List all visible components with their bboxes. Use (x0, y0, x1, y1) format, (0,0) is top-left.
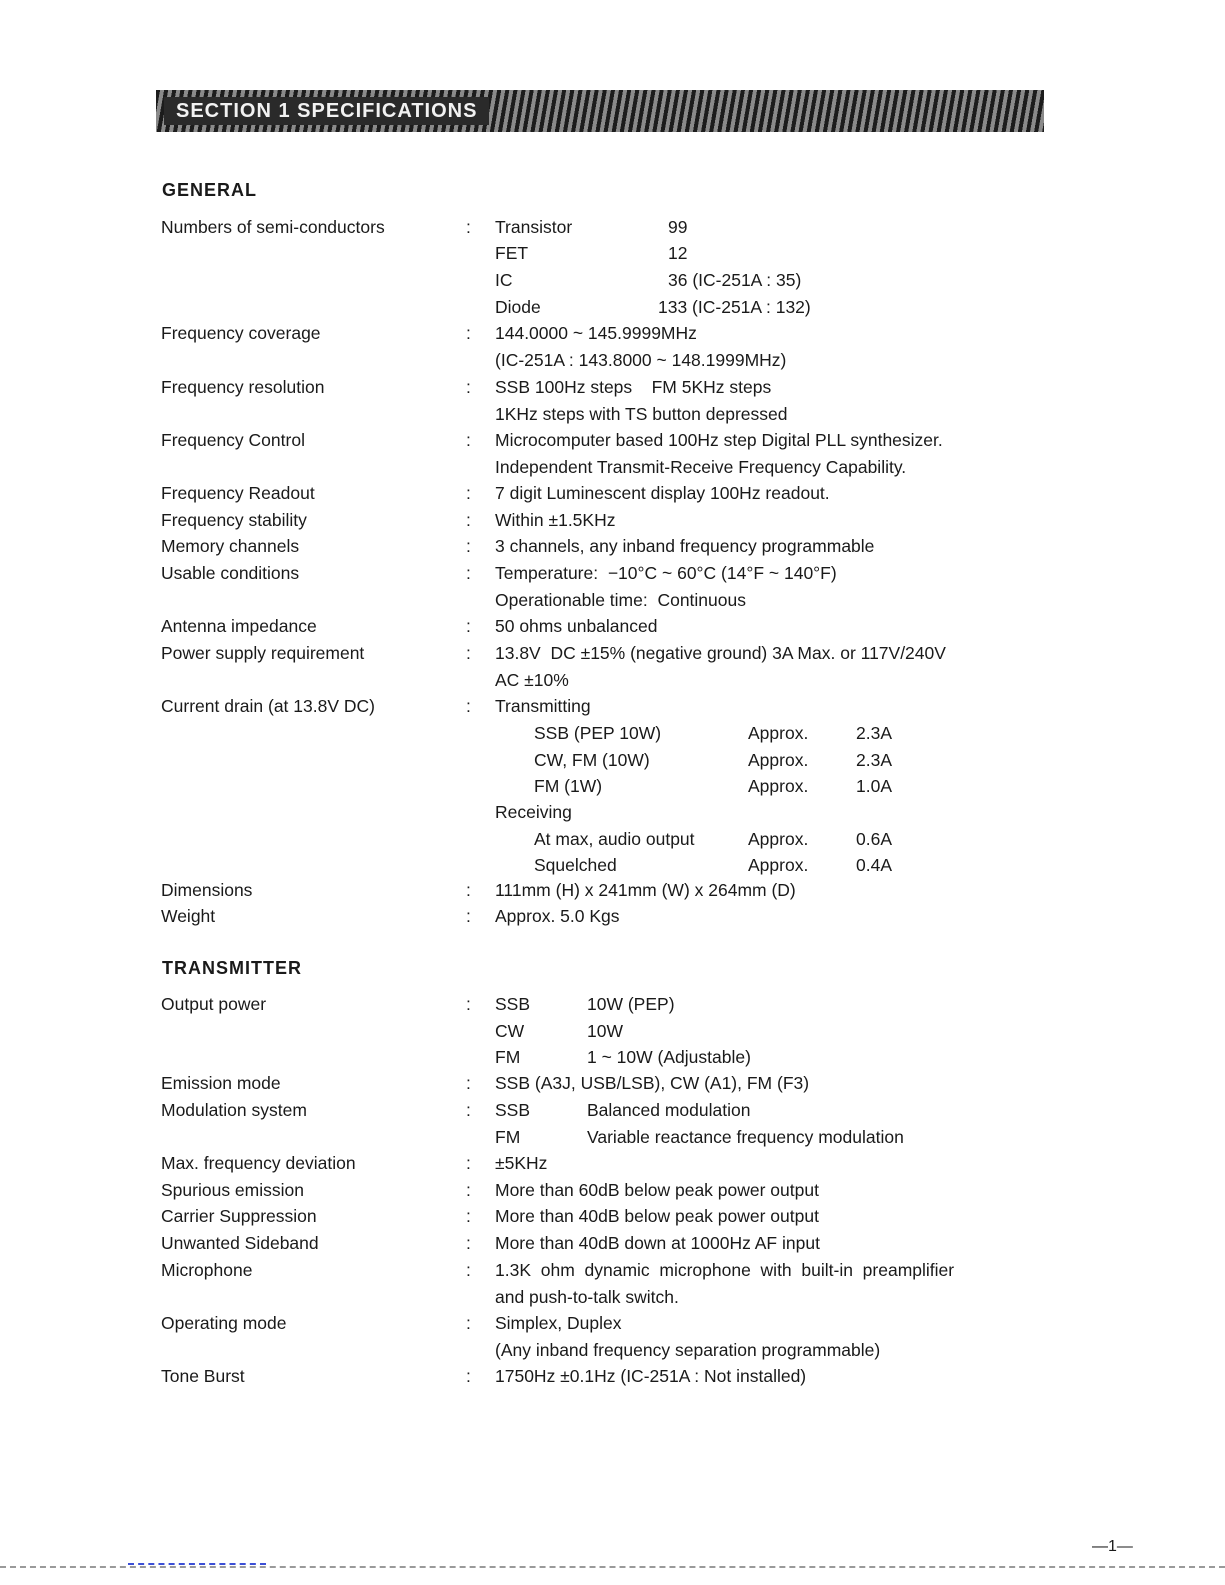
colon: : (466, 643, 471, 663)
section-title: SECTION 1 SPECIFICATIONS (164, 97, 489, 125)
current-tx-mode: SSB (PEP 10W) (534, 723, 662, 743)
semi-transistor-value: 99 (668, 217, 688, 237)
current-tx-approx: Approx. (748, 776, 809, 796)
memory-value: 3 channels, any inband frequency programmable (495, 536, 875, 556)
output-mode: FM (495, 1047, 521, 1067)
colon: : (466, 696, 471, 716)
operating-value: Simplex, Duplex (495, 1313, 622, 1333)
current-tx-mode: CW, FM (10W) (534, 750, 650, 770)
colon: : (466, 1073, 471, 1093)
page-number: —1— (1092, 1538, 1133, 1555)
semi-transistor-name: Transistor (495, 217, 573, 237)
colon: : (466, 1180, 471, 1200)
current-tx-value: 2.3A (856, 750, 892, 770)
operating-value-2: (Any inband frequency separation programmable) (495, 1340, 881, 1360)
freq-stability-value: Within ±1.5KHz (495, 510, 616, 530)
tone-label: Tone Burst (161, 1366, 245, 1386)
usable-value-2: Operationable time: Continuous (495, 590, 746, 610)
freq-stability-label: Frequency stability (161, 510, 307, 530)
dimensions-label: Dimensions (161, 880, 253, 900)
antenna-label: Antenna impedance (161, 616, 317, 636)
current-rx-approx: Approx. (748, 855, 809, 875)
modulation-label: Modulation system (161, 1100, 307, 1120)
section-banner (156, 90, 1044, 132)
semi-diode-name: Diode (495, 297, 541, 317)
freq-resolution-value: SSB 100Hz steps FM 5KHz steps (495, 377, 772, 397)
colon: : (466, 563, 471, 583)
power-label: Power supply requirement (161, 643, 365, 663)
current-rx-value: 0.4A (856, 855, 892, 875)
current-tx-value: 1.0A (856, 776, 892, 796)
freq-readout-value: 7 digit Luminescent display 100Hz readout. (495, 483, 830, 503)
freq-resolution-label: Frequency resolution (161, 377, 325, 397)
transmitter-heading: TRANSMITTER (162, 958, 302, 978)
operating-label: Operating mode (161, 1313, 287, 1333)
carrier-value: More than 40dB below peak power output (495, 1206, 819, 1226)
colon: : (466, 430, 471, 450)
current-tx-approx: Approx. (748, 723, 809, 743)
power-value: 13.8V DC ±15% (negative ground) 3A Max. or 117V/240V (495, 643, 946, 663)
bottom-rule (0, 1566, 1225, 1568)
colon: : (466, 906, 471, 926)
weight-value: Approx. 5.0 Kgs (495, 906, 620, 926)
weight-label: Weight (161, 906, 216, 926)
semi-fet-name: FET (495, 243, 529, 263)
current-rx-mode: Squelched (534, 855, 617, 875)
carrier-label: Carrier Suppression (161, 1206, 317, 1226)
dimensions-value: 111mm (H) x 241mm (W) x 264mm (D) (495, 880, 796, 900)
semi-ic-value: 36 (IC-251A : 35) (668, 270, 802, 290)
tone-value: 1750Hz ±0.1Hz (IC-251A : Not installed) (495, 1366, 807, 1386)
modulation-value: Balanced modulation (587, 1100, 751, 1120)
sideband-label: Unwanted Sideband (161, 1233, 319, 1253)
bottom-rule-accent (128, 1563, 266, 1565)
current-rx-mode: At max, audio output (534, 829, 695, 849)
modulation-mode: SSB (495, 1100, 531, 1120)
colon: : (466, 536, 471, 556)
spurious-value: More than 60dB below peak power output (495, 1180, 819, 1200)
emission-value: SSB (A3J, USB/LSB), CW (A1), FM (F3) (495, 1073, 810, 1093)
power-value-2: AC ±10% (495, 670, 569, 690)
freq-control-value: Microcomputer based 100Hz step Digital PLL synthesizer. (495, 430, 943, 450)
colon: : (466, 483, 471, 503)
colon: : (466, 880, 471, 900)
current-tx-approx: Approx. (748, 750, 809, 770)
output-mode: CW (495, 1021, 525, 1041)
colon: : (466, 1100, 471, 1120)
modulation-mode: FM (495, 1127, 521, 1147)
output-mode: SSB (495, 994, 531, 1014)
spurious-label: Spurious emission (161, 1180, 304, 1200)
colon: : (466, 994, 471, 1014)
colon: : (466, 1153, 471, 1173)
sideband-value: More than 40dB down at 1000Hz AF input (495, 1233, 820, 1253)
microphone-value: 1.3K ohm dynamic microphone with built-in preamplifier (495, 1260, 955, 1280)
freq-control-label: Frequency Control (161, 430, 305, 450)
colon: : (466, 217, 471, 237)
output-value: 10W (PEP) (587, 994, 675, 1014)
semiconductors-label: Numbers of semi-conductors (161, 217, 385, 237)
usable-label: Usable conditions (161, 563, 300, 583)
freq-coverage-value: 144.0000 ~ 145.9999MHz (495, 323, 697, 343)
colon: : (466, 1366, 471, 1386)
colon: : (466, 1206, 471, 1226)
freq-coverage-label: Frequency coverage (161, 323, 321, 343)
colon: : (466, 1260, 471, 1280)
memory-label: Memory channels (161, 536, 300, 556)
deviation-label: Max. frequency deviation (161, 1153, 356, 1173)
output-value: 10W (587, 1021, 623, 1041)
colon: : (466, 1233, 471, 1253)
colon: : (466, 510, 471, 530)
general-heading: GENERAL (162, 180, 258, 200)
microphone-value-2: and push-to-talk switch. (495, 1287, 679, 1307)
freq-readout-label: Frequency Readout (161, 483, 315, 503)
current-rx-approx: Approx. (748, 829, 809, 849)
deviation-value: ±5KHz (495, 1153, 548, 1173)
modulation-value: Variable reactance frequency modulation (587, 1127, 904, 1147)
semi-diode-value: 133 (IC-251A : 132) (658, 297, 811, 317)
colon: : (466, 323, 471, 343)
current-receiving: Receiving (495, 802, 572, 822)
current-label: Current drain (at 13.8V DC) (161, 696, 375, 716)
emission-label: Emission mode (161, 1073, 281, 1093)
usable-value: Temperature: −10°C ~ 60°C (14°F ~ 140°F) (495, 563, 837, 583)
freq-coverage-value-2: (IC-251A : 143.8000 ~ 148.1999MHz) (495, 350, 787, 370)
microphone-label: Microphone (161, 1260, 253, 1280)
current-tx-value: 2.3A (856, 723, 892, 743)
colon: : (466, 1313, 471, 1333)
antenna-value: 50 ohms unbalanced (495, 616, 658, 636)
current-transmitting: Transmitting (495, 696, 591, 716)
output-value: 1 ~ 10W (Adjustable) (587, 1047, 751, 1067)
current-rx-value: 0.6A (856, 829, 892, 849)
semi-ic-name: IC (495, 270, 513, 290)
current-tx-mode: FM (1W) (534, 776, 603, 796)
colon: : (466, 377, 471, 397)
freq-resolution-value-2: 1KHz steps with TS button depressed (495, 404, 788, 424)
freq-control-value-2: Independent Transmit-Receive Frequency Capability. (495, 457, 907, 477)
colon: : (466, 616, 471, 636)
output-label: Output power (161, 994, 267, 1014)
semi-fet-value: 12 (668, 243, 688, 263)
